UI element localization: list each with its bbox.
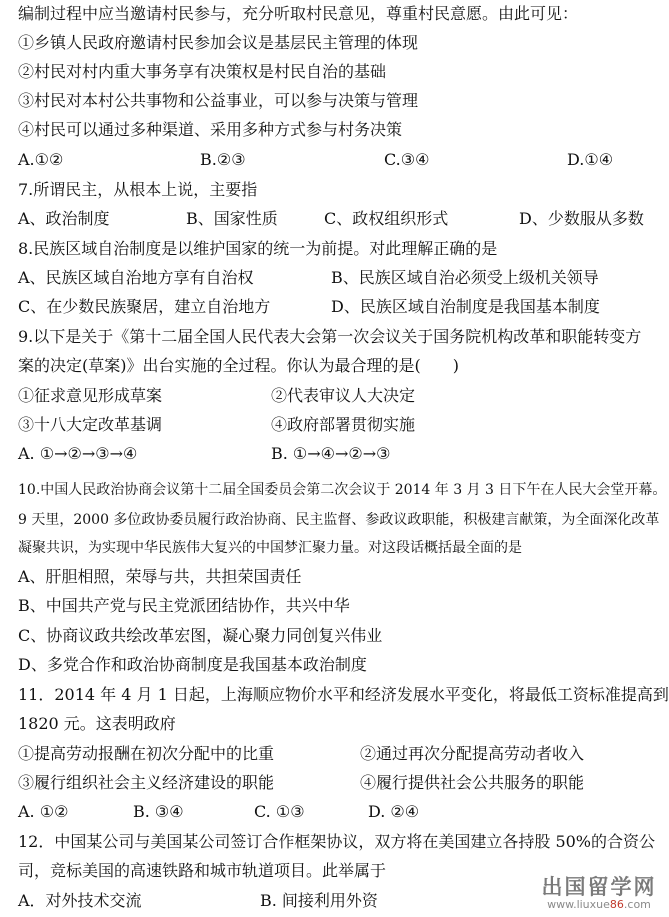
q10-option-c: C、协商议政共绘改革宏图，凝心聚力同创复兴伟业 (18, 626, 383, 645)
q8-option-d: D、民族区域自治制度是我国基本制度 (331, 297, 600, 316)
question-11-line-1: 11．2014 年 4 月 1 日起，上海顺应物价水平和经济发展水平变化，将最低工资标准提高到 (18, 685, 669, 704)
q9-option-b: B. ①→④→②→③ (271, 444, 391, 463)
statement-2: ②村民对村内重大事务享有决策权是村民自治的基础 (18, 62, 387, 81)
question-9-line-2: 案的决定(草案)》出台实施的全过程。你认为最合理的是( ) (18, 356, 459, 375)
q9-item-3: ③十八大定改革基调 (18, 415, 163, 434)
q8-option-b: B、民族区域自治必须受上级机关领导 (331, 268, 599, 287)
statement-4: ④村民可以通过多种渠道、采用多种方式参与村务决策 (18, 120, 403, 139)
q11-item-2: ②通过再次分配提高劳动者收入 (360, 744, 585, 763)
q7-option-d: D、少数服从多数 (519, 209, 644, 228)
question-11-line-2: 1820 元。这表明政府 (18, 714, 176, 733)
question-10-line-1: 10.中国人民政治协商会议第十二届全国委员会第二次会议于 2014 年 3 月 3 日下午在人民大会堂开幕。 (18, 482, 667, 498)
watermark-url: www.liuxue86.com (547, 898, 651, 911)
q11-item-1: ①提高劳动报酬在初次分配中的比重 (18, 744, 275, 763)
text-line: 编制过程中应当邀请村民参与，充分听取村民意见，尊重村民意愿。由此可见： (18, 4, 579, 23)
q11-item-4: ④履行提供社会公共服务的职能 (360, 773, 585, 792)
q10-option-a: A、肝胆相照，荣辱与共，共担荣国责任 (18, 567, 302, 586)
q8-option-c: C、在少数民族聚居，建立自治地方 (18, 297, 271, 316)
statement-1: ①乡镇人民政府邀请村民参加会议是基层民主管理的体现 (18, 33, 419, 52)
question-12-line-1: 12．中国某公司与美国某公司签订合作框架协议，双方将在美国建立各持股 50%的合资公 (18, 832, 656, 851)
q9-item-2: ②代表审议人大决定 (271, 386, 416, 405)
q7-option-a: A、政治制度 (18, 209, 110, 228)
question-10-line-2: 9 天里，2000 多位政协委员履行政治协商、民主监督、参政议政职能，积极建言献策，为全面深化改革 (18, 512, 660, 528)
q10-option-d: D、多党合作和政治协商制度是我国基本政治制度 (18, 655, 367, 674)
q11-option-b: B. ③④ (133, 802, 184, 821)
q9-option-a: A. ①→②→③→④ (18, 444, 138, 463)
question-8: 8.民族区域自治制度是以维护国家的统一为前提。对此理解正确的是 (18, 239, 498, 258)
watermark-title: 出国留学网 (541, 875, 657, 899)
q11-item-3: ③履行组织社会主义经济建设的职能 (18, 773, 275, 792)
watermark-logo (535, 875, 663, 913)
q9-item-4: ④政府部署贯彻实施 (271, 415, 416, 434)
q12-option-b: B. 间接利用外资 (260, 891, 378, 910)
q11-option-d: D. ②④ (368, 802, 420, 821)
question-10-line-3: 凝聚共识，为实现中华民族伟大复兴的中国梦汇聚力量。对这段话概括最全面的是 (18, 540, 522, 556)
q12-option-a: A．对外技术交流 (18, 891, 142, 910)
q6-option-a: A.①② (18, 150, 64, 169)
q11-option-c: C. ①③ (254, 802, 305, 821)
q11-option-a: A. ①② (18, 802, 69, 821)
q7-option-b: B、国家性质 (186, 209, 278, 228)
q7-option-c: C、政权组织形式 (324, 209, 449, 228)
q6-option-c: C.③④ (384, 150, 430, 169)
q9-item-1: ①征求意见形成草案 (18, 386, 163, 405)
q10-option-b: B、中国共产党与民主党派团结协作，共兴中华 (18, 596, 350, 615)
question-9-line-1: 9.以下是关于《第十二届全国人民代表大会第一次会议关于国务院机构改革和职能转变方 (18, 327, 642, 346)
question-12-line-2: 司，竞标美国的高速铁路和城市轨道项目。此举属于 (18, 861, 387, 880)
q6-option-b: B.②③ (200, 150, 246, 169)
question-7: 7.所谓民主，从根本上说，主要指 (18, 180, 258, 199)
q6-option-d: D.①④ (567, 150, 614, 169)
statement-3: ③村民对本村公共事物和公益事业，可以参与决策与管理 (18, 91, 419, 110)
q8-option-a: A、民族区域自治地方享有自治权 (18, 268, 254, 287)
